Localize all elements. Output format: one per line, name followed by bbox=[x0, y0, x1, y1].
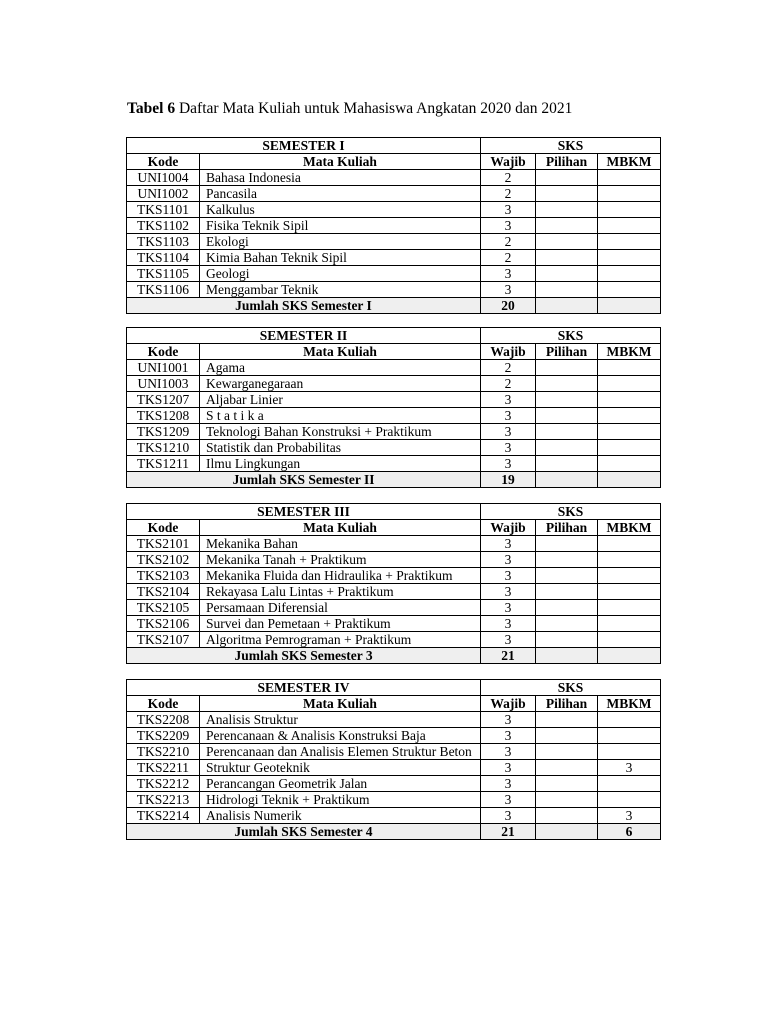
wajib-credits: 2 bbox=[481, 170, 536, 186]
caption-label: Tabel 6 bbox=[127, 100, 176, 117]
pilihan-credits bbox=[536, 552, 598, 568]
total-mbkm bbox=[598, 472, 661, 488]
course-name: Teknologi Bahan Konstruksi + Praktikum bbox=[200, 424, 481, 440]
mbkm-credits bbox=[598, 728, 661, 744]
table-row bbox=[127, 808, 661, 824]
kode-header: Kode bbox=[127, 520, 200, 536]
course-code: TKS1104 bbox=[127, 250, 200, 266]
mbkm-credits bbox=[598, 186, 661, 202]
sks-header: SKS bbox=[481, 680, 661, 696]
mbkm-credits bbox=[598, 218, 661, 234]
course-name: Ekologi bbox=[200, 234, 481, 250]
table-row bbox=[127, 440, 661, 456]
mbkm-header: MBKM bbox=[598, 344, 661, 360]
total-wajib: 19 bbox=[481, 472, 536, 488]
table-row bbox=[127, 250, 661, 266]
pilihan-credits bbox=[536, 186, 598, 202]
course-name: Geologi bbox=[200, 266, 481, 282]
kode-header: Kode bbox=[127, 344, 200, 360]
total-row bbox=[127, 472, 661, 488]
course-code: TKS2214 bbox=[127, 808, 200, 824]
pilihan-credits bbox=[536, 584, 598, 600]
total-label: Jumlah SKS Semester I bbox=[127, 298, 481, 314]
table-row bbox=[127, 584, 661, 600]
wajib-credits: 3 bbox=[481, 392, 536, 408]
mbkm-credits bbox=[598, 376, 661, 392]
semester-table bbox=[126, 327, 661, 488]
course-name: S t a t i k a bbox=[200, 408, 481, 424]
pilihan-credits bbox=[536, 360, 598, 376]
total-pilihan bbox=[536, 298, 598, 314]
pilihan-credits bbox=[536, 392, 598, 408]
course-name: Struktur Geoteknik bbox=[200, 760, 481, 776]
course-code: TKS2106 bbox=[127, 616, 200, 632]
mbkm-credits bbox=[598, 584, 661, 600]
total-label: Jumlah SKS Semester 3 bbox=[127, 648, 481, 664]
wajib-credits: 2 bbox=[481, 234, 536, 250]
pilihan-credits bbox=[536, 408, 598, 424]
semester-table bbox=[126, 137, 661, 314]
mbkm-credits bbox=[598, 712, 661, 728]
table-row bbox=[127, 792, 661, 808]
mbkm-credits bbox=[598, 552, 661, 568]
pilihan-credits bbox=[536, 282, 598, 298]
course-name: Fisika Teknik Sipil bbox=[200, 218, 481, 234]
wajib-credits: 3 bbox=[481, 408, 536, 424]
table-row bbox=[127, 360, 661, 376]
table-row bbox=[127, 186, 661, 202]
course-code: TKS1207 bbox=[127, 392, 200, 408]
pilihan-header: Pilihan bbox=[536, 520, 598, 536]
course-name: Mekanika Fluida dan Hidraulika + Praktikum bbox=[200, 568, 481, 584]
course-name: Ilmu Lingkungan bbox=[200, 456, 481, 472]
wajib-credits: 3 bbox=[481, 808, 536, 824]
pilihan-credits bbox=[536, 456, 598, 472]
table-row bbox=[127, 616, 661, 632]
course-name: Bahasa Indonesia bbox=[200, 170, 481, 186]
wajib-credits: 2 bbox=[481, 360, 536, 376]
wajib-credits: 3 bbox=[481, 536, 536, 552]
wajib-credits: 3 bbox=[481, 440, 536, 456]
course-code: TKS2103 bbox=[127, 568, 200, 584]
pilihan-credits bbox=[536, 600, 598, 616]
mbkm-credits bbox=[598, 170, 661, 186]
table-row bbox=[127, 552, 661, 568]
pilihan-credits bbox=[536, 744, 598, 760]
course-code: TKS2211 bbox=[127, 760, 200, 776]
table-row bbox=[127, 170, 661, 186]
course-name: Kimia Bahan Teknik Sipil bbox=[200, 250, 481, 266]
pilihan-credits bbox=[536, 712, 598, 728]
course-code: UNI1002 bbox=[127, 186, 200, 202]
total-row bbox=[127, 298, 661, 314]
pilihan-credits bbox=[536, 424, 598, 440]
total-wajib: 21 bbox=[481, 824, 536, 840]
total-label: Jumlah SKS Semester II bbox=[127, 472, 481, 488]
sks-header: SKS bbox=[481, 138, 661, 154]
course-code: TKS1209 bbox=[127, 424, 200, 440]
pilihan-credits bbox=[536, 536, 598, 552]
mbkm-credits bbox=[598, 234, 661, 250]
pilihan-credits bbox=[536, 792, 598, 808]
total-wajib: 21 bbox=[481, 648, 536, 664]
course-name: Perencanaan & Analisis Konstruksi Baja bbox=[200, 728, 481, 744]
wajib-credits: 3 bbox=[481, 266, 536, 282]
semester-title: SEMESTER IV bbox=[127, 680, 481, 696]
course-name: Statistik dan Probabilitas bbox=[200, 440, 481, 456]
mbkm-credits bbox=[598, 792, 661, 808]
table-row bbox=[127, 712, 661, 728]
pilihan-credits bbox=[536, 728, 598, 744]
pilihan-credits bbox=[536, 234, 598, 250]
mbkm-credits bbox=[598, 266, 661, 282]
wajib-credits: 3 bbox=[481, 776, 536, 792]
wajib-credits: 3 bbox=[481, 744, 536, 760]
total-mbkm: 6 bbox=[598, 824, 661, 840]
wajib-credits: 3 bbox=[481, 584, 536, 600]
mbkm-credits bbox=[598, 456, 661, 472]
wajib-credits: 3 bbox=[481, 552, 536, 568]
table-row bbox=[127, 568, 661, 584]
wajib-credits: 3 bbox=[481, 568, 536, 584]
table-row bbox=[127, 424, 661, 440]
wajib-credits: 3 bbox=[481, 218, 536, 234]
course-code: TKS2105 bbox=[127, 600, 200, 616]
course-name: Analisis Numerik bbox=[200, 808, 481, 824]
table-row bbox=[127, 776, 661, 792]
course-name: Aljabar Linier bbox=[200, 392, 481, 408]
course-code: TKS2213 bbox=[127, 792, 200, 808]
mbkm-header: MBKM bbox=[598, 154, 661, 170]
wajib-credits: 3 bbox=[481, 600, 536, 616]
header-row bbox=[127, 154, 661, 170]
header-row-top bbox=[127, 138, 661, 154]
course-code: TKS1208 bbox=[127, 408, 200, 424]
mbkm-credits bbox=[598, 440, 661, 456]
pilihan-credits bbox=[536, 568, 598, 584]
mata-kuliah-header: Mata Kuliah bbox=[200, 696, 481, 712]
mbkm-credits bbox=[598, 600, 661, 616]
table-row bbox=[127, 760, 661, 776]
pilihan-credits bbox=[536, 218, 598, 234]
table-row bbox=[127, 266, 661, 282]
mbkm-credits bbox=[598, 616, 661, 632]
course-code: TKS2210 bbox=[127, 744, 200, 760]
mbkm-credits bbox=[598, 282, 661, 298]
table-row bbox=[127, 282, 661, 298]
semester-title: SEMESTER III bbox=[127, 504, 481, 520]
course-code: TKS2208 bbox=[127, 712, 200, 728]
table-row bbox=[127, 744, 661, 760]
course-code: TKS1103 bbox=[127, 234, 200, 250]
header-row-top bbox=[127, 680, 661, 696]
mbkm-credits: 3 bbox=[598, 808, 661, 824]
mbkm-credits bbox=[598, 632, 661, 648]
course-name: Pancasila bbox=[200, 186, 481, 202]
mbkm-credits bbox=[598, 536, 661, 552]
pilihan-credits bbox=[536, 170, 598, 186]
course-code: TKS1211 bbox=[127, 456, 200, 472]
wajib-credits: 3 bbox=[481, 282, 536, 298]
mbkm-header: MBKM bbox=[598, 520, 661, 536]
wajib-credits: 2 bbox=[481, 186, 536, 202]
pilihan-credits bbox=[536, 616, 598, 632]
mbkm-credits bbox=[598, 424, 661, 440]
mbkm-credits: 3 bbox=[598, 760, 661, 776]
wajib-credits: 2 bbox=[481, 250, 536, 266]
header-row bbox=[127, 696, 661, 712]
header-row-top bbox=[127, 328, 661, 344]
total-wajib: 20 bbox=[481, 298, 536, 314]
course-name: Hidrologi Teknik + Praktikum bbox=[200, 792, 481, 808]
kode-header: Kode bbox=[127, 154, 200, 170]
course-code: TKS1101 bbox=[127, 202, 200, 218]
pilihan-credits bbox=[536, 440, 598, 456]
mbkm-credits bbox=[598, 202, 661, 218]
course-name: Mekanika Bahan bbox=[200, 536, 481, 552]
wajib-credits: 3 bbox=[481, 712, 536, 728]
pilihan-credits bbox=[536, 266, 598, 282]
course-code: TKS2101 bbox=[127, 536, 200, 552]
course-code: TKS1105 bbox=[127, 266, 200, 282]
table-row bbox=[127, 728, 661, 744]
course-name: Perencanaan dan Analisis Elemen Struktur Beton bbox=[200, 744, 481, 760]
semester-title: SEMESTER II bbox=[127, 328, 481, 344]
mbkm-credits bbox=[598, 250, 661, 266]
wajib-credits: 3 bbox=[481, 728, 536, 744]
wajib-credits: 3 bbox=[481, 792, 536, 808]
course-code: UNI1004 bbox=[127, 170, 200, 186]
wajib-header: Wajib bbox=[481, 154, 536, 170]
table-row bbox=[127, 632, 661, 648]
mbkm-credits bbox=[598, 568, 661, 584]
sks-header: SKS bbox=[481, 328, 661, 344]
kode-header: Kode bbox=[127, 696, 200, 712]
wajib-credits: 2 bbox=[481, 376, 536, 392]
course-name: Agama bbox=[200, 360, 481, 376]
mata-kuliah-header: Mata Kuliah bbox=[200, 520, 481, 536]
wajib-credits: 3 bbox=[481, 760, 536, 776]
mata-kuliah-header: Mata Kuliah bbox=[200, 154, 481, 170]
mbkm-credits bbox=[598, 776, 661, 792]
wajib-credits: 3 bbox=[481, 424, 536, 440]
table-caption bbox=[127, 100, 572, 118]
course-code: TKS1102 bbox=[127, 218, 200, 234]
sks-header: SKS bbox=[481, 504, 661, 520]
mbkm-credits bbox=[598, 360, 661, 376]
course-code: TKS2212 bbox=[127, 776, 200, 792]
course-name: Perancangan Geometrik Jalan bbox=[200, 776, 481, 792]
total-pilihan bbox=[536, 648, 598, 664]
total-pilihan bbox=[536, 824, 598, 840]
course-code: TKS1106 bbox=[127, 282, 200, 298]
wajib-credits: 3 bbox=[481, 202, 536, 218]
total-label: Jumlah SKS Semester 4 bbox=[127, 824, 481, 840]
course-name: Persamaan Diferensial bbox=[200, 600, 481, 616]
course-code: UNI1003 bbox=[127, 376, 200, 392]
pilihan-header: Pilihan bbox=[536, 696, 598, 712]
semester-table bbox=[126, 503, 661, 664]
wajib-header: Wajib bbox=[481, 344, 536, 360]
mbkm-credits bbox=[598, 392, 661, 408]
course-code: TKS2107 bbox=[127, 632, 200, 648]
course-name: Menggambar Teknik bbox=[200, 282, 481, 298]
table-row bbox=[127, 536, 661, 552]
header-row-top bbox=[127, 504, 661, 520]
table-row bbox=[127, 392, 661, 408]
course-name: Rekayasa Lalu Lintas + Praktikum bbox=[200, 584, 481, 600]
mbkm-credits bbox=[598, 744, 661, 760]
pilihan-header: Pilihan bbox=[536, 344, 598, 360]
pilihan-credits bbox=[536, 376, 598, 392]
header-row bbox=[127, 344, 661, 360]
course-code: TKS2104 bbox=[127, 584, 200, 600]
header-row bbox=[127, 520, 661, 536]
wajib-credits: 3 bbox=[481, 456, 536, 472]
semester-table bbox=[126, 679, 661, 840]
caption-text: Daftar Mata Kuliah untuk Mahasiswa Angkatan 2020 dan 2021 bbox=[175, 100, 573, 117]
wajib-header: Wajib bbox=[481, 520, 536, 536]
pilihan-credits bbox=[536, 202, 598, 218]
course-code: TKS1210 bbox=[127, 440, 200, 456]
wajib-credits: 3 bbox=[481, 632, 536, 648]
course-code: UNI1001 bbox=[127, 360, 200, 376]
course-name: Kewarganegaraan bbox=[200, 376, 481, 392]
table-row bbox=[127, 600, 661, 616]
wajib-header: Wajib bbox=[481, 696, 536, 712]
table-row bbox=[127, 376, 661, 392]
course-name: Algoritma Pemrograman + Praktikum bbox=[200, 632, 481, 648]
course-code: TKS2209 bbox=[127, 728, 200, 744]
mbkm-header: MBKM bbox=[598, 696, 661, 712]
table-row bbox=[127, 456, 661, 472]
mata-kuliah-header: Mata Kuliah bbox=[200, 344, 481, 360]
semester-title: SEMESTER I bbox=[127, 138, 481, 154]
pilihan-credits bbox=[536, 776, 598, 792]
pilihan-credits bbox=[536, 808, 598, 824]
course-code: TKS2102 bbox=[127, 552, 200, 568]
course-name: Kalkulus bbox=[200, 202, 481, 218]
total-mbkm bbox=[598, 648, 661, 664]
pilihan-credits bbox=[536, 632, 598, 648]
table-row bbox=[127, 218, 661, 234]
course-name: Survei dan Pemetaan + Praktikum bbox=[200, 616, 481, 632]
total-row bbox=[127, 648, 661, 664]
wajib-credits: 3 bbox=[481, 616, 536, 632]
total-mbkm bbox=[598, 298, 661, 314]
table-row bbox=[127, 202, 661, 218]
pilihan-header: Pilihan bbox=[536, 154, 598, 170]
pilihan-credits bbox=[536, 760, 598, 776]
mbkm-credits bbox=[598, 408, 661, 424]
total-row bbox=[127, 824, 661, 840]
course-name: Analisis Struktur bbox=[200, 712, 481, 728]
table-row bbox=[127, 408, 661, 424]
total-pilihan bbox=[536, 472, 598, 488]
table-row bbox=[127, 234, 661, 250]
pilihan-credits bbox=[536, 250, 598, 266]
course-name: Mekanika Tanah + Praktikum bbox=[200, 552, 481, 568]
